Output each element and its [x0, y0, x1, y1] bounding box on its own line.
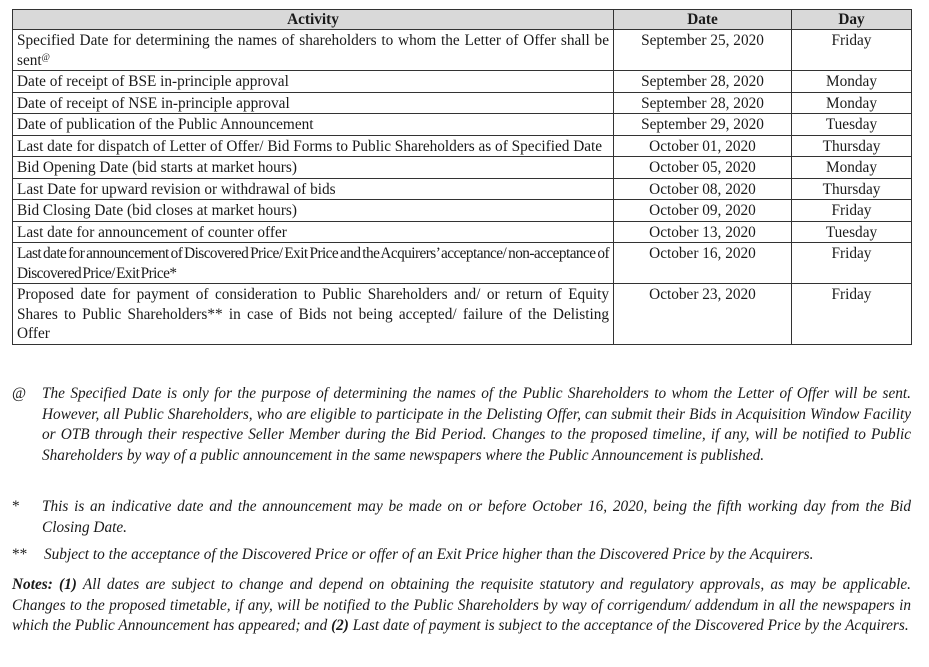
- date-cell: October 01, 2020: [614, 135, 792, 157]
- table-row: [13, 157, 912, 179]
- day-cell: Friday: [792, 284, 912, 345]
- note-text-1: All dates are subject to change and depend on obtaining the requisite statutory and regulatory approvals, as may be applicable. Changes to the proposed timetable, if any, will be notified to the Public Shareholders by way of corrigendum/ addendum in all the newspapers in which the Public Announcement has appeared; and: [12, 576, 911, 634]
- footnote-symbol: @: [12, 385, 27, 402]
- footnote-text: This is an indicative date and the announcement may be made on or before October 16, 2020, being the fifth working day from the Bid Closing Date.: [42, 498, 911, 536]
- day-cell: Friday: [792, 243, 912, 284]
- table-row: [13, 200, 912, 222]
- day-cell: Friday: [792, 30, 912, 71]
- table-row: [13, 284, 912, 345]
- table-row: [13, 135, 912, 157]
- day-cell: Tuesday: [792, 221, 912, 243]
- day-cell: Monday: [792, 92, 912, 114]
- table-row: [13, 178, 912, 200]
- notes-paragraph: [12, 575, 911, 637]
- column-header-day: Day: [792, 10, 912, 30]
- note-marker-2: (2): [331, 617, 349, 634]
- date-cell: September 28, 2020: [614, 92, 792, 114]
- day-cell: Monday: [792, 157, 912, 179]
- day-cell: Thursday: [792, 178, 912, 200]
- table-row: [13, 114, 912, 136]
- date-cell: September 29, 2020: [614, 114, 792, 136]
- activity-cell: Bid Opening Date (bid starts at market hours): [13, 157, 614, 179]
- day-cell: Thursday: [792, 135, 912, 157]
- footnote-marker: @: [41, 51, 50, 62]
- column-header-date: Date: [614, 10, 792, 30]
- activity-cell: Bid Closing Date (bid closes at market hours): [13, 200, 614, 222]
- footnote-discovered-price: [12, 545, 911, 566]
- activity-cell: Date of receipt of BSE in-principle approval: [13, 71, 614, 93]
- day-cell: Friday: [792, 200, 912, 222]
- footnote-specified-date: [12, 384, 911, 466]
- date-cell: October 23, 2020: [614, 284, 792, 345]
- day-cell: Monday: [792, 71, 912, 93]
- note-text-2: Last date of payment is subject to the acceptance of the Discovered Price by the Acquirers.: [352, 617, 909, 634]
- date-cell: September 28, 2020: [614, 71, 792, 93]
- notes-label: Notes:: [12, 576, 53, 593]
- date-cell: October 05, 2020: [614, 157, 792, 179]
- table-row: [13, 92, 912, 114]
- table-row: [13, 221, 912, 243]
- note-marker-1: (1): [59, 576, 77, 593]
- table-row: [13, 71, 912, 93]
- footnote-symbol: **: [12, 546, 28, 563]
- date-cell: October 09, 2020: [614, 200, 792, 222]
- schedule-table: [12, 9, 912, 345]
- day-cell: Tuesday: [792, 114, 912, 136]
- activity-cell: Date of receipt of NSE in-principle approval: [13, 92, 614, 114]
- footnote-text: Subject to the acceptance of the Discovered Price or offer of an Exit Price higher than the Discovered Price by the Acquirers.: [44, 546, 814, 563]
- column-header-activity: Activity: [13, 10, 614, 30]
- footnote-symbol: *: [12, 498, 20, 515]
- date-cell: September 25, 2020: [614, 30, 792, 71]
- activity-cell: Proposed date for payment of consideration to Public Shareholders and/ or return of Equity Shares to Public Shareholders** in case of Bids not being accepted/ failure of the Delisting Offer: [13, 284, 614, 345]
- table-row: [13, 30, 912, 71]
- footnote-indicative-date: [12, 497, 911, 538]
- activity-cell: Last date for announcement of Discovered Price/ Exit Price and the Acquirers’ acceptance/ non-acceptance of Discovered Price/ Exit Price*: [13, 243, 614, 284]
- date-cell: October 16, 2020: [614, 243, 792, 284]
- activity-cell: Specified Date for determining the names of shareholders to whom the Letter of Offer shall be sent@: [13, 30, 614, 71]
- activity-cell: Date of publication of the Public Announcement: [13, 114, 614, 136]
- footnote-text: The Specified Date is only for the purpose of determining the names of the Public Shareholders to whom the Letter of Offer will be sent. However, all Public Shareholders, who are eligible to participate in the Delisting Offer, can submit their Bids in Acquisition Window Facility or OTB through their respective Seller Member during the Bid Period. Changes to the proposed timeline, if any, will be notified to Public Shareholders by way of a public announcement in the same newspapers where the Public Announcement is published.: [42, 385, 911, 464]
- table-row: [13, 243, 912, 284]
- activity-cell: Last date for dispatch of Letter of Offer/ Bid Forms to Public Shareholders as of Specified Date: [13, 135, 614, 157]
- table-header-row: [13, 10, 912, 30]
- activity-cell: Last date for announcement of counter offer: [13, 221, 614, 243]
- date-cell: October 13, 2020: [614, 221, 792, 243]
- activity-cell: Last Date for upward revision or withdrawal of bids: [13, 178, 614, 200]
- date-cell: October 08, 2020: [614, 178, 792, 200]
